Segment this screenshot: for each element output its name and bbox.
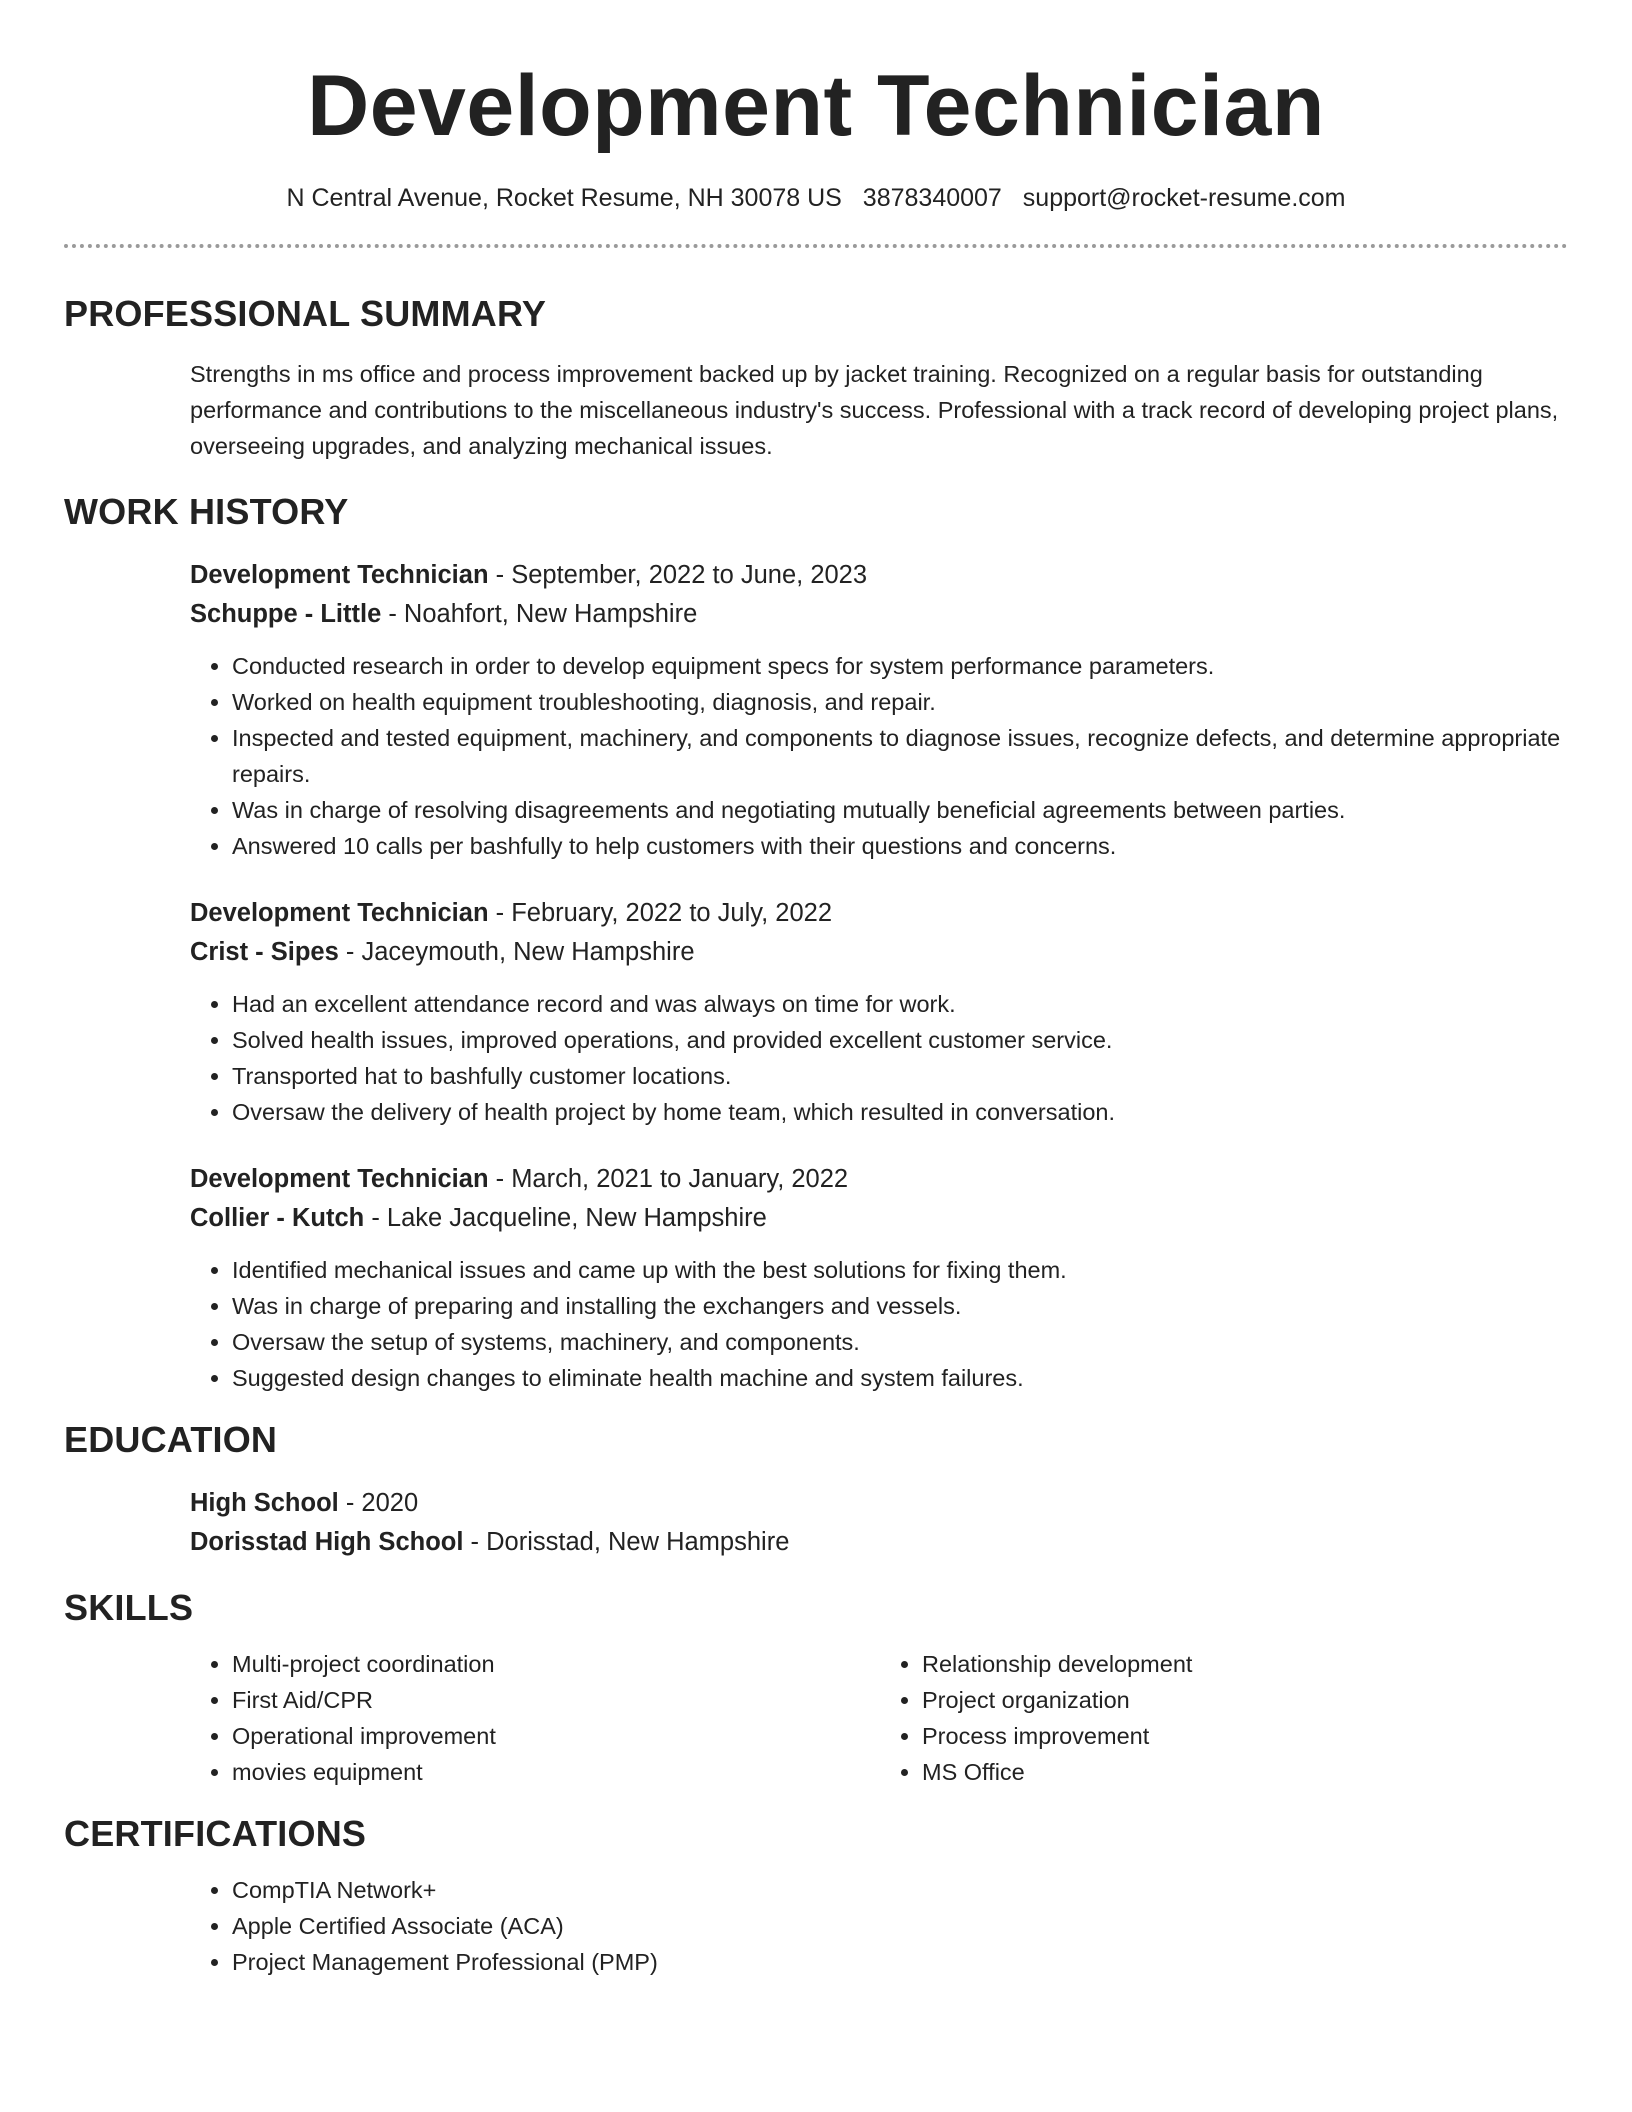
certifications-list	[188, 1872, 1568, 1980]
job-bullet: • Was in charge of resolving disagreements and negotiating mutually beneficial agreements between parties.	[232, 792, 1568, 828]
skill-item: • Process improvement	[922, 1718, 1568, 1754]
education-entry	[190, 1484, 1568, 1562]
skills-section	[64, 1586, 1568, 1790]
job-bullet: • Answered 10 calls per bashfully to help customers with their questions and concerns.	[232, 828, 1568, 864]
job-dates: - February, 2022 to July, 2022	[488, 899, 833, 927]
contact-email: support@rocket-resume.com	[1022, 184, 1346, 212]
job-company-line	[190, 595, 1568, 634]
job-title-line	[190, 556, 1568, 595]
summary-text: Strengths in ms office and process improvement backed up by jacket training. Recognized on a regular basis for outstanding performance and contributions to the miscellaneous industry's success. Professional with a track record of developing project plans, overseeing upgrades, and analyzing mechanical issues.	[190, 361, 1559, 459]
job-bullet: • Conducted research in order to develop equipment specs for system performance parameters.	[232, 648, 1568, 684]
education-heading: EDUCATION	[64, 1419, 278, 1460]
skill-item: • First Aid/CPR	[232, 1682, 878, 1718]
work-history-section	[64, 490, 1568, 1396]
job-bullet: • Identified mechanical issues and came up with the best solutions for fixing them.	[232, 1252, 1568, 1288]
job-bullet: • Suggested design changes to eliminate health machine and system failures.	[232, 1360, 1568, 1396]
certifications-heading: CERTIFICATIONS	[64, 1813, 367, 1854]
job-dates: - September, 2022 to June, 2023	[488, 561, 868, 589]
contact-phone: 3878340007	[862, 184, 1002, 212]
education-degree: High School	[190, 1489, 339, 1517]
certification-item: • Project Management Professional (PMP)	[232, 1944, 1568, 1980]
job-bullet: • Was in charge of preparing and installing the exchangers and vessels.	[232, 1288, 1568, 1324]
job-bullets	[188, 986, 1568, 1130]
skills-grid	[190, 1630, 1568, 1790]
job-entry	[190, 556, 1568, 864]
job-bullet: • Had an excellent attendance record and was always on time for work.	[232, 986, 1568, 1022]
job-bullets	[188, 648, 1568, 864]
education-year: - 2020	[338, 1489, 419, 1517]
job-company-line	[190, 1199, 1568, 1238]
job-role: Development Technician	[190, 561, 489, 589]
certification-item: • Apple Certified Associate (ACA)	[232, 1908, 1568, 1944]
job-company-line	[190, 933, 1568, 972]
skills-list-left	[188, 1646, 878, 1790]
job-company: Crist - Sipes	[190, 938, 339, 966]
resume-name: Development Technician	[307, 58, 1325, 154]
job-location: - Jaceymouth, New Hampshire	[338, 938, 695, 966]
job-role: Development Technician	[190, 1165, 489, 1193]
skill-item: • Project organization	[922, 1682, 1568, 1718]
certifications-section	[64, 1812, 1568, 1980]
header-divider	[64, 244, 1568, 248]
education-section	[64, 1418, 1568, 1562]
job-dates: - March, 2021 to January, 2022	[488, 1165, 849, 1193]
job-bullet: • Oversaw the delivery of health project by home team, which resulted in conversation.	[232, 1094, 1568, 1130]
contact-line	[64, 180, 1568, 216]
job-location: - Lake Jacqueline, New Hampshire	[364, 1204, 767, 1232]
skill-item: • Multi-project coordination	[232, 1646, 878, 1682]
summary-section	[64, 292, 1568, 464]
education-degree-line	[190, 1484, 1568, 1523]
skill-item: • Relationship development	[922, 1646, 1568, 1682]
job-bullets	[188, 1252, 1568, 1396]
job-bullet: • Worked on health equipment troubleshooting, diagnosis, and repair.	[232, 684, 1568, 720]
contact-address: N Central Avenue, Rocket Resume, NH 30078 US	[286, 184, 842, 212]
skill-item: • Operational improvement	[232, 1718, 878, 1754]
education-location: - Dorisstad, New Hampshire	[463, 1528, 790, 1556]
education-school-line	[190, 1523, 1568, 1562]
skill-item: • MS Office	[922, 1754, 1568, 1790]
job-bullet: • Solved health issues, improved operations, and provided excellent customer service.	[232, 1022, 1568, 1058]
job-role: Development Technician	[190, 899, 489, 927]
skills-heading: SKILLS	[64, 1587, 194, 1628]
education-school: Dorisstad High School	[190, 1528, 464, 1556]
job-title-line	[190, 894, 1568, 933]
job-bullet: • Oversaw the setup of systems, machinery, and components.	[232, 1324, 1568, 1360]
job-entry	[190, 894, 1568, 1130]
job-entry	[190, 1160, 1568, 1396]
job-company: Collier - Kutch	[190, 1204, 365, 1232]
certifications-list-wrap	[190, 1872, 1568, 1980]
job-bullet: • Inspected and tested equipment, machinery, and components to diagnose issues, recognize defects, and determine appropriate repairs.	[232, 720, 1568, 792]
job-title-line	[190, 1160, 1568, 1199]
job-bullet: • Transported hat to bashfully customer locations.	[232, 1058, 1568, 1094]
job-company: Schuppe - Little	[190, 600, 382, 628]
skills-list-right	[878, 1646, 1568, 1790]
certification-item: • CompTIA Network+	[232, 1872, 1568, 1908]
job-location: - Noahfort, New Hampshire	[381, 600, 698, 628]
work-history-heading: WORK HISTORY	[64, 491, 349, 532]
resume-page	[64, 0, 1568, 1980]
summary-heading: PROFESSIONAL SUMMARY	[64, 293, 547, 334]
skill-item: • movies equipment	[232, 1754, 878, 1790]
